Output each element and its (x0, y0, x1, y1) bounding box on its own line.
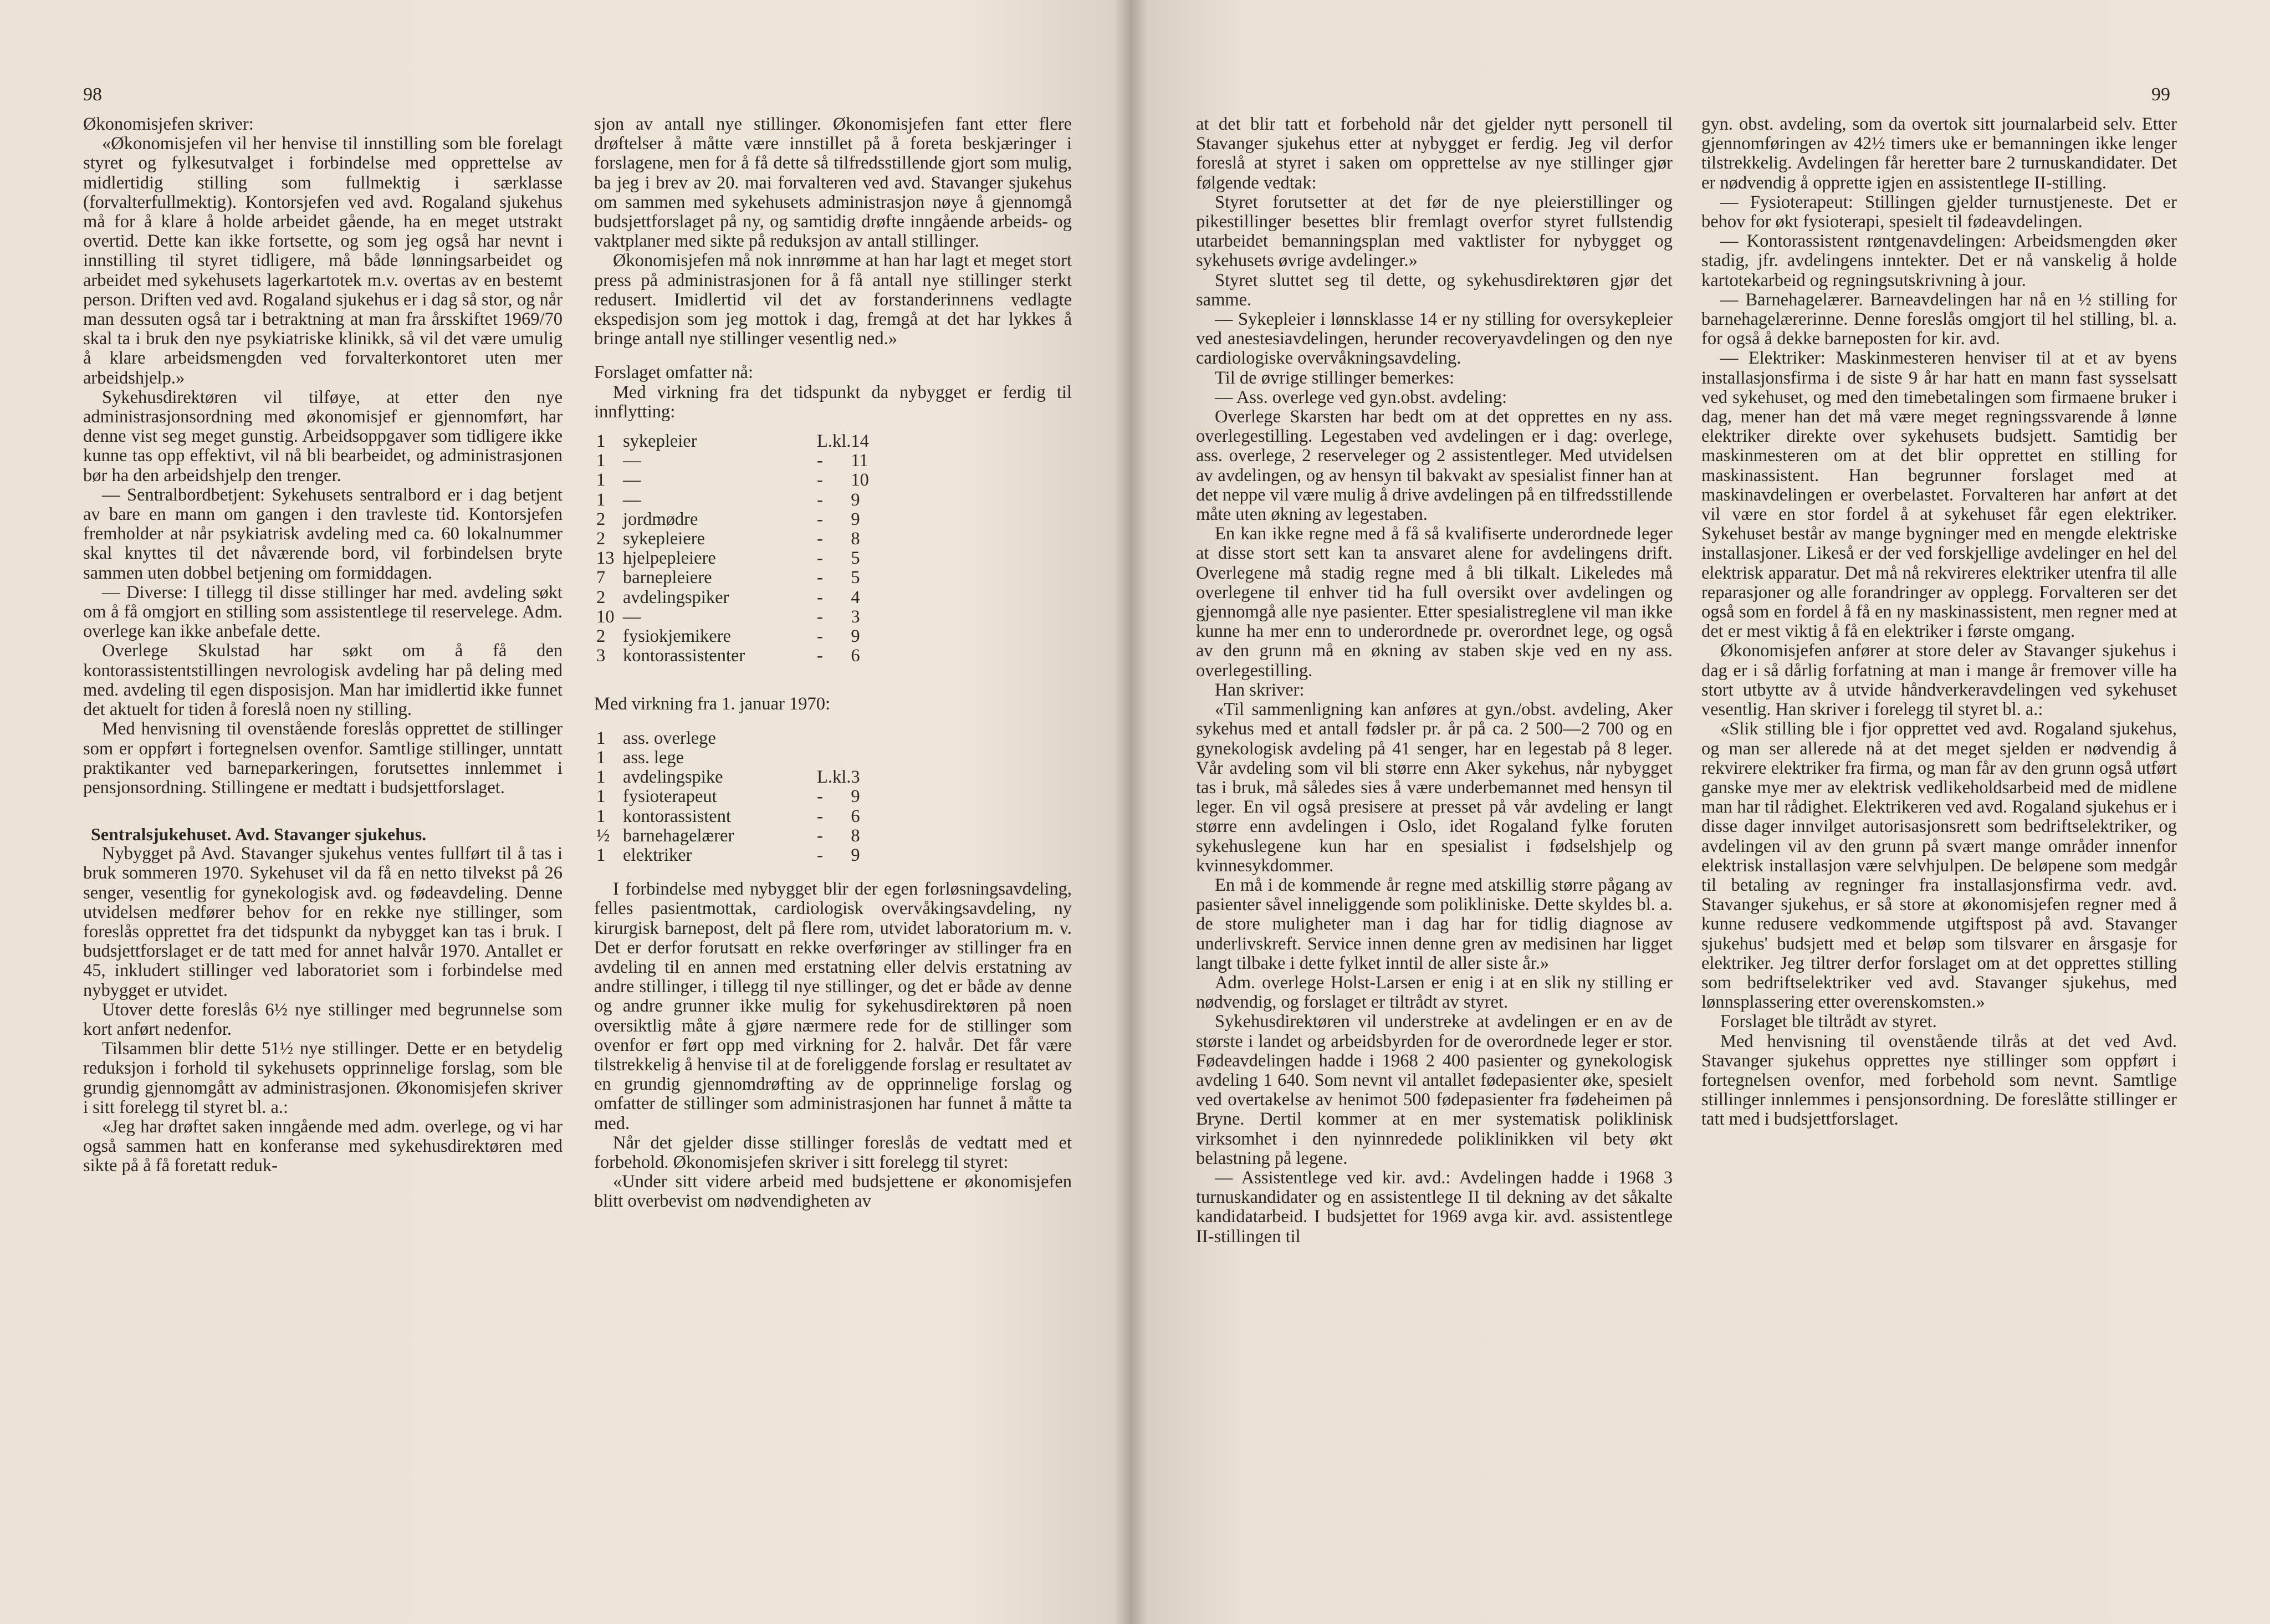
table-row (596, 568, 884, 588)
count-cell: 1 (596, 728, 606, 748)
paragraph: at det blir tatt et forbehold når det gjelder nytt personell til Stavanger sjukehus etter at nybygget er ferdig. Jeg vil derfor foreslå at styret i saken om opprettelse av nye stillinger gjør følgende vedtak: (1196, 114, 1673, 193)
class-label-cell: - (817, 470, 823, 491)
paragraph: — Ass. overlege ved gyn.obst. avdeling: (1215, 387, 1507, 407)
paragraph: Til de øvrige stillinger bemerkes: (1215, 367, 1455, 388)
class-label-cell: - (817, 529, 823, 549)
section-heading: Sentralsjukehuset. Avd. Stavanger sjukehus. (91, 824, 427, 845)
class-value-cell: 3 (851, 767, 860, 788)
paragraph: — Diverse: I tillegg til disse stillinger har med. avdeling søkt om å få omgjort en stilling som assistentlege til reservelege. Adm. overlege kan ikke anbefale dette. (83, 582, 563, 642)
paragraph: — Fysioterapeut: Stillingen gjelder turnustjeneste. Det er behov for økt fysioterapi, spesielt til fødeavdelingen. (1701, 192, 2177, 232)
title-cell: — (623, 470, 641, 491)
paragraph: Økonomisjefen anfører at store deler av Stavanger sjukehus i dag er i så dårlig forfatning at man i mange år fremover ville ha stort utbytte av å utvide håndverkeravdelingen ved sykehuset vesentlig. Han skriver i forelegg til styret bl. a.: (1701, 641, 2177, 720)
table-row (596, 471, 884, 490)
table-row (596, 768, 884, 787)
paragraph: Overlege Skarsten har bedt om at det opprettes en ny ass. overlegestilling. Legestaben ved avdelingen er i dag: overlege, ass. overlege, 2 reserveleger og 2 assistentleger. Med utvidelsen av avdelingen, og av hensyn til bakvakt av spesialist finner han at det neppe vil være mulig å drive avdelingen på en tilfredsstillende måte uten økning av legestaben. (1196, 407, 1673, 525)
class-value-cell (851, 729, 884, 748)
count-cell: ½ (596, 825, 610, 846)
class-label-cell: - (817, 568, 823, 588)
paragraph: En må i de kommende år regne med atskillig større pågang av pasienter såvel inneliggende som polikliniske. Dette skyldes bl. a. de store muligheter man i dag har for tidlig diagnose av underlivskreft. Service innen denne gren av medisinen har ligget langt tilbake i dette fylket inntil de aller siste år.» (1196, 875, 1673, 973)
class-label-cell: - (817, 825, 823, 846)
count-cell: 1 (596, 451, 606, 471)
title-cell: ass. lege (623, 747, 684, 768)
class-label-cell (817, 729, 851, 748)
paragraph: Økonomisjefen må nok innrømme at han har lagt et meget stort press på administrasjonen for å få antall nye stillinger sterkt redusert. Imidlertid vil det av forstanderinnens vedlagte ekspedisjon som jeg mottok i dag, fremgå at det har lykkes å bringe antall nye stillinger vesentlig ned.» (594, 251, 1072, 349)
class-value-cell: 5 (851, 568, 860, 588)
class-value-cell: 4 (851, 587, 860, 607)
paragraph: Styret sluttet seg til dette, og sykehusdirektøren gjør det samme. (1196, 270, 1673, 310)
page-number-left: 98 (83, 84, 102, 105)
class-label-cell (817, 748, 851, 768)
class-label-cell: - (817, 787, 823, 807)
class-label-cell: L.kl. (817, 431, 851, 452)
table-row (596, 607, 884, 627)
positions-table-2 (596, 729, 884, 865)
paragraph: Adm. overlege Holst-Larsen er enig i at en slik ny stilling er nødvendig, og forslaget er tiltrådt av styret. (1196, 972, 1673, 1013)
left-page (0, 0, 1131, 1624)
count-cell: 1 (596, 747, 606, 768)
table-row (596, 787, 884, 806)
class-label-cell: L.kl. (817, 767, 851, 788)
table-row (596, 729, 884, 748)
paragraph: «Under sitt videre arbeid med budsjettene er økonomisjefen blitt overbevist om nødvendigheten av (594, 1172, 1072, 1212)
paragraph: gyn. obst. avdeling, som da overtok sitt journalarbeid selv. Etter gjennomføringen av 42½ timers uke er bemanningen ikke lenger tilstrekkelig. Avdelingen får heretter bare 2 turnuskandidater. Det er nødvendig å opprette igjen en assistentlege II-stilling. (1701, 114, 2177, 193)
count-cell: 1 (596, 787, 606, 807)
title-cell: fysioterapeut (623, 787, 717, 807)
count-cell: 10 (596, 606, 615, 627)
title-cell: avdelingspike (623, 767, 723, 788)
left-col2-intro (594, 363, 1072, 422)
class-label-cell: - (817, 451, 823, 471)
class-value-cell: 9 (851, 626, 860, 647)
paragraph: sjon av antall nye stillinger. Økonomisjefen fant etter flere drøftelser å måtte være innstillet på å foreta beskjæringer i forslagene, men for å få dette så tilfredsstillende gjort som mulig, ba jeg i brev av 20. mai forvalteren ved avd. Stavanger sjukehus om sammen med sykehusets administrasjon nøye å gjennomgå budsjettforslaget på ny, og samtidig drøfte inngående arbeids- og vaktplaner med sikte på reduksjon av antall stillinger. (594, 114, 1072, 252)
class-value-cell: 14 (851, 431, 869, 452)
title-cell: jordmødre (623, 509, 698, 529)
left-col2-bottom-paragraphs (594, 880, 1072, 1211)
class-label-cell: - (817, 548, 823, 569)
paragraph: Overlege Skulstad har søkt om å få den kontorassistentstillingen nevrologisk avdeling har på deling med med. avdeling til egen disposisjon. Man har imidlertid ikke funnet det aktuelt for tiden å foreslå noen ny stilling. (83, 641, 563, 720)
title-cell: sykepleier (623, 431, 697, 452)
page-number-right: 99 (2151, 84, 2170, 105)
paragraph: Tilsammen blir dette 51½ nye stillinger. Dette er en betydelig reduksjon i forhold til sykehusets opprinnelige forslag, som ble grundig gjennomgått av administrasjonen. Økonomisjefen skriver i sitt forelegg til styret bl. a.: (83, 1039, 563, 1117)
title-cell: — (623, 489, 641, 510)
table-row (596, 510, 884, 529)
class-value-cell: 6 (851, 646, 860, 666)
table-row (596, 807, 884, 826)
count-cell: 1 (596, 845, 606, 865)
paragraph: — Barnehagelærer. Barneavdelingen har nå en ½ stilling for barnehagelærerinne. Denne foreslås omgjort til hel stilling, bl. a. for også å dekke barneposten for kir. avd. (1701, 289, 2177, 349)
paragraph: Når det gjelder disse stillinger foreslås de vedtatt med et forbehold. Økonomisjefen skriver i sitt forelegg til styret: (594, 1132, 1072, 1172)
table-row (596, 491, 884, 510)
title-cell: barnehagelærer (623, 825, 734, 846)
class-label-cell: - (817, 606, 823, 627)
class-value-cell: 11 (851, 451, 868, 471)
count-cell: 1 (596, 489, 606, 510)
class-value-cell: 8 (851, 529, 860, 549)
paragraph: En kan ikke regne med å få så kvalifiserte underordnede leger at disse stort sett kan ta ansvaret alene for avdelingens drift. Overlegene må stadig regne med å bli tilkalt. Likeledes må overlegene til enhver tid ha full oversikt over avdelingen og gjennomgå alle nye pasienter. Etter spesialistreglene vil man ikke kunne ha mer enn to underordnede pr. overordnet lege, og også av den grunn må en økning av staben skje ved en ny ass. overlegestilling. (1196, 524, 1673, 681)
table-row (596, 846, 884, 865)
table-row (596, 627, 884, 646)
class-label-cell: - (817, 806, 823, 826)
table-row (596, 646, 884, 666)
right-col1-paragraphs (1196, 115, 1673, 1247)
class-value-cell: 10 (851, 470, 869, 491)
class-value-cell: 6 (851, 806, 860, 826)
class-value-cell: 8 (851, 825, 860, 846)
title-cell: sykepleiere (623, 529, 705, 549)
class-value-cell: 9 (851, 509, 860, 529)
title-cell: barnepleiere (623, 568, 712, 588)
table-row (596, 826, 884, 846)
positions-table-1 (596, 432, 884, 666)
count-cell: 7 (596, 568, 606, 588)
title-cell: kontorassistent (623, 806, 731, 826)
paragraph: — Elektriker: Maskinmesteren henviser til at et av byens installasjonsfirma i de siste 9 år har hatt en mann fast sysselsatt ved sykehuset, og med den timebetalingen som firmaene bruker i dag, mener han det må være meget regningssvarende å lønne elektriker direkte over sykehusets budsjett. Samtidig ber maskinmesteren om at det blir opprettet en stilling for maskinassistent. Han begrunner forslaget med at maskinavdelingen er overbelastet. Forvalteren har anført at det vil være en stor fordel å at sykehuset får egen elektriker. Sykehuset består av mange bygninger med en mengde elektriske installasjoner. Likeså er der ved forskjellige avdelinger en hel del elektrisk apparatur. Det må nå rekvireres elektriker utenfra til alle reparasjoner og alle forandringer av opplegg. Forvalteren ser det også som en fordel å få en ny maskinassistent, men regner med at det er mest viktig å få en elektriker i første omgang. (1701, 348, 2177, 642)
count-cell: 1 (596, 767, 606, 788)
right-page (1131, 0, 2270, 1624)
paragraph: «Til sammenligning kan anføres at gyn./obst. avdeling, Aker sykehus med et antall fødsler pr. år på ca. 2 500—2 700 og en gynekologisk avdeling på 41 senger, har en legestab på 8 leger. Vår avdeling som vil bli større enn Aker sykehus, når nybygget tas i bruk, må således sies å være underbemannet med hensyn til leger. En vil også presisere at presset på vår avdeling er langt større enn avdelingen i Oslo, idet Rogaland fylke foruten sykehuslegene kun har en spesialist i fødselshjelp og kvinnesykdommer. (1196, 699, 1673, 876)
book-gutter (1114, 0, 1147, 1624)
table-row (596, 549, 884, 568)
table-row (596, 451, 884, 471)
class-value-cell: 9 (851, 489, 860, 510)
paragraph: Med henvisning til ovenstående tilrås at det ved Avd. Stavanger sjukehus opprettes nye stillinger som oppført i fortegnelsen ovenfor, med forbehold som nevnt. Samtlige stillinger innlemmes i pensjonsordning. De foreslåtte stillinger er tatt med i budsjettforslaget. (1701, 1031, 2177, 1130)
count-cell: 1 (596, 806, 606, 826)
paragraph: — Sentralbordbetjent: Sykehusets sentralbord er i dag betjent av bare en mann om gangen i den travleste tid. Kontorsjefen fremholder at når psykiatrisk avdeling med ca. 60 lokalnummer skal knyttes til det nåværende bord, vil forbindelsen bryte sammen uten dobbel betjening om formiddagen. (83, 484, 563, 583)
paragraph: Han skriver: (1215, 680, 1305, 700)
paragraph: Styret forutsetter at det før de nye pleierstillinger og pikestillinger besettes blir fremlagt overfor styret fullstendig utarbeidet bemanningsplan med vaktlister for nybygget og sykehusets øvrige avdelinger.» (1196, 192, 1673, 271)
count-cell: 1 (596, 431, 606, 452)
title-cell: hjelpepleiere (623, 548, 716, 569)
class-value-cell: 3 (851, 606, 860, 627)
title-cell: elektriker (623, 845, 692, 865)
class-value-cell (851, 748, 884, 768)
right-column-1 (1196, 115, 1673, 1247)
class-label-cell: - (817, 626, 823, 647)
paragraph: Utover dette foreslås 6½ nye stillinger med begrunnelse som kort anført nedenfor. (83, 999, 563, 1039)
title-cell: fysiokjemikere (623, 626, 731, 647)
table2-intro: Med virkning fra 1. januar 1970: (594, 694, 831, 714)
paragraph: «Økonomisjefen vil her henvise til innstilling som ble forelagt styret og fylkesutvalget i forbindelse med opprettelse av midlertidig stilling som fullmektig i særklasse (forvalterfullmektig). Kontorsjefen ved avd. Rogaland sjukehus må for å klare å holde arbeidet gående, ha en meget utstrakt overtid. Dette kan ikke fortsette, og som jeg også har nevnt i innstilling til styret tidligere, må både lønningsarbeidet og arbeidet med sykehusets lagerkartotek m.v. overtas av en bestemt person. Driften ved avd. Rogaland sjukehus er i dag så stor, og når man dessuten også tar i betraktning at man fra årsskiftet 1969/70 skal ta i bruk den nye psykiatriske klinikk, så vil det være umulig å klare arbeidsmengden ved forvalterkontoret uten mer arbeidshjelp.» (83, 134, 563, 388)
right-col2-paragraphs (1701, 115, 2177, 1130)
count-cell: 2 (596, 529, 606, 549)
class-label-cell: - (817, 489, 823, 510)
count-cell: 3 (596, 646, 606, 666)
paragraph: Sykehusdirektøren vil understreke at avdelingen er en av de største i landet og arbeidsbyrden for de overordnede leger er stor. Fødeavdelingen hadde i 1968 2 400 pasienter og gynekologisk avdeling 1 640. Som nevnt vil antallet fødepasienter øke, spesielt ved overtakelse av henimot 500 fødepasienter fra fødeheimen på Bryne. Dertil kommer at en mer systematisk poliklinisk virksomhet i den nyinnredede poliklinikken vil bety økt belastning på legene. (1196, 1012, 1673, 1168)
left-col1-paragraphs (83, 115, 563, 798)
paragraph: — Kontorassistent røntgenavdelingen: Arbeidsmengden øker stadig, jfr. avdelingens inntekter. Det er nå vanskelig å holde kartotekarbeid og regningsutskrivning à jour. (1701, 231, 2177, 290)
table-row (596, 529, 884, 549)
paragraph: — Sykepleier i lønnsklasse 14 er ny stilling for oversykepleier ved anestesiavdelingen, herunder recoveryavdelingen og den nye cardiologiske overvåkningsavdeling. (1196, 309, 1673, 369)
count-cell: 1 (596, 470, 606, 491)
class-label-cell: - (817, 646, 823, 666)
title-cell: ass. overlege (623, 728, 716, 748)
class-label-cell: - (817, 845, 823, 865)
paragraph: Med virkning fra det tidspunkt da nybygget er ferdig til innflytting: (594, 382, 1072, 422)
class-label-cell: - (817, 509, 823, 529)
paragraph: «Jeg har drøftet saken inngående med adm. overlege, og vi har også sammen hatt en konferanse med sykehusdirektøren med sikte på å få foretatt reduk- (83, 1116, 563, 1176)
title-cell: — (623, 451, 641, 471)
paragraph: Nybygget på Avd. Stavanger sjukehus ventes fullført til å tas i bruk sommeren 1970. Sykehuset vil da få en netto tilvekst på 26 senger, vesentlig for gynekologisk avd. og fødeavdeling. Denne utvidelsen medfører behov for en rekke nye stillinger, som foreslås opprettet fra det tidspunkt da nybygget kan tas i bruk. I budsjettforslaget er de tatt med for annet halvår 1970. Antallet er 45, inkludert stillinger ved laboratoriet som i forbindelse med nybygget er utvidet. (83, 844, 563, 1000)
table-row (596, 588, 884, 607)
left-col2-top-paragraphs (594, 115, 1072, 349)
title-cell: kontorassistenter (623, 646, 745, 666)
paragraph: Forslaget ble tiltrådt av styret. (1720, 1012, 1937, 1032)
count-cell: 2 (596, 587, 606, 607)
paragraph: Økonomisjefen skriver: (83, 114, 254, 134)
title-cell: — (623, 606, 641, 627)
paragraph: I forbindelse med nybygget blir der egen forløsningsavdeling, felles pasientmottak, cardiologisk overvåkingsavdeling, ny kirurgisk barnepost, delt på flere rom, utvidet laboratorium m. v. Det er derfor forutsatt en rekke overføringer av stillinger fra en avdeling til en annen med erstatning eller delvis erstatning av andre stillinger, i tillegg til nye stillinger, og det er både av denne og andre grunner ikke mulig for sykehusdirektøren på noen oversiktlig måte å gjøre nærmere rede for de stillinger som ovenfor er ført opp med virkning for 2. halvår. Det får være tilstrekkelig å henvise til at de foreliggende forslag er resultatet av en grundig gjennomdrøfting av de opprinnelige forslag og omfatter de stillinger som administrasjonen har funnet å måtte ta med. (594, 879, 1072, 1133)
class-value-cell: 5 (851, 548, 860, 569)
paragraph: — Assistentlege ved kir. avd.: Avdelingen hadde i 1968 3 turnuskandidater og en assistentlege II til dekning av det såkalte kandidatarbeid. I budsjettet for 1969 avga kir. avd. assistentlege II-stillingen til (1196, 1167, 1673, 1247)
class-value-cell: 9 (851, 845, 860, 865)
paragraph: «Slik stilling ble i fjor opprettet ved avd. Rogaland sjukehus, og man ser allerede nå at det meget sjelden er nødvendig å rekvirere elektriker fra firma, og man får av den grunn også utført ganske mye mer av elektrisk vedlikeholdsarbeid med de midlene man har til rådighet. Elektrikeren ved avd. Rogaland sjukehus er i disse dager innvilget autorisasjonsrett som bedriftselektriker, og avdelingen vil av den grunn på svært mange områder innenfor elektrisk installasjon være selvhjulpen. De beløpene som medgår til betaling av regninger fra installasjonsfirma vedr. avd. Stavanger sjukehus, er så store at økonomisjefen regner med å kunne redusere vedkommende utgiftspost på avd. Stavanger sjukehus' budsjett med et beløp som tilsvarer en årsgasje for elektriker. Jeg tiltrer derfor forslaget om at det opprettes stilling som bedriftselektriker ved avd. Stavanger sjukehus, med lønnsplassering etter overenskomsten.» (1701, 719, 2177, 1013)
count-cell: 2 (596, 626, 606, 647)
table-row (596, 748, 884, 768)
class-value-cell: 9 (851, 787, 860, 807)
count-cell: 2 (596, 509, 606, 529)
left-column-1 (83, 115, 563, 1176)
left-col1-after-paragraphs (83, 844, 563, 1176)
right-column-2 (1701, 115, 2177, 1130)
title-cell: avdelingspiker (623, 587, 729, 607)
table-row (596, 432, 884, 451)
count-cell: 13 (596, 548, 615, 569)
paragraph: Sykehusdirektøren vil tilføye, at etter den nye administrasjonsordning med økonomisjef er gjennomført, har denne vist seg meget gunstig. Arbeidsoppgaver som tidligere ikke kunne tas opp effektivt, vil nå bli bearbeidet, og administrasjonen bør ha den arbeidshjelp den trenger. (83, 387, 563, 486)
left-column-2 (594, 115, 1072, 1212)
class-label-cell: - (817, 587, 823, 607)
paragraph: Med henvisning til ovenstående foreslås opprettet de stillinger som er oppført i fortegnelsen ovenfor. Samtlige stillinger, unntatt praktikanter ved barneparkeringen, forutsettes innlemmet i pensjonsordning. Stillingene er medtatt i budsjettforslaget. (83, 719, 563, 798)
paragraph: Forslaget omfatter nå: (594, 362, 753, 383)
